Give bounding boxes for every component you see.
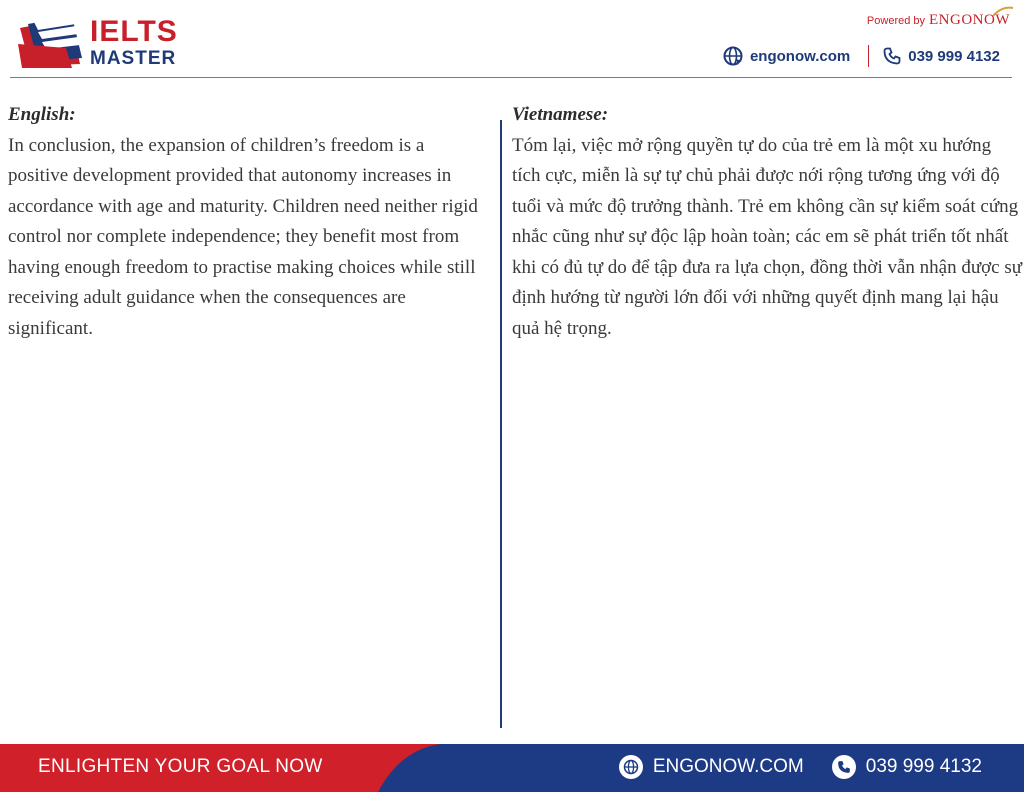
globe-icon (619, 755, 643, 779)
globe-icon (723, 46, 743, 66)
phone-icon (832, 755, 856, 779)
powered-by-engonow (867, 12, 1010, 29)
page-header (0, 0, 1024, 80)
header-phone-link[interactable] (883, 47, 1000, 65)
english-column (8, 100, 488, 344)
english-heading: English: (8, 104, 76, 125)
vietnamese-column (512, 100, 1024, 344)
page-footer (0, 744, 1024, 792)
footer-phone-link[interactable] (832, 755, 982, 779)
logo-ielts-text: IELTS (90, 15, 178, 48)
header-phone-text: 039 999 4132 (908, 47, 1000, 65)
column-divider (500, 120, 502, 728)
header-contact (723, 44, 1000, 68)
header-contact-separator (868, 45, 869, 67)
vietnamese-heading: Vietnamese: (512, 104, 609, 125)
header-website-link[interactable] (723, 46, 850, 66)
vietnamese-paragraph: Tóm lại, việc mở rộng quyền tự do của trẻ em là một xu hướng tích cực, miễn là sự tự chủ phải được nới rộng tương ứng với độ tuổi và mức độ trưởng thành. Trẻ em không cần sự kiểm soát cứng nhắc cũng như sự độc lập hoàn toàn; các em sẽ phát triển tốt nhất khi có đủ tự do để tập đưa ra lựa chọn, đồng thời vẫn nhận được sự định hướng từ người lớn đối với những quyết định mang lại hậu quả hệ trọng. (512, 134, 1023, 339)
logo-master-text: MASTER (90, 48, 177, 69)
footer-tagline: ENLIGHTEN YOUR GOAL NOW (38, 756, 323, 777)
phone-icon (883, 47, 901, 65)
footer-website-link[interactable] (619, 755, 804, 779)
footer-phone-text: 039 999 4132 (865, 756, 982, 777)
swoosh-icon (992, 6, 1014, 18)
footer-website-text: ENGONOW.COM (652, 756, 804, 777)
logo-mark-icon (18, 14, 88, 68)
header-divider (10, 77, 1012, 78)
ielts-master-logo[interactable] (18, 14, 188, 70)
header-website-text: engonow.com (749, 47, 851, 65)
english-paragraph: In conclusion, the expansion of children’s freedom is a positive development provided that autonomy increases in accordance with age and maturity. Children need neither rigid control nor complete independence; they benefit most from having enough freedom to practise making choices while still receiving adult guidance when the consequences are significant. (8, 134, 478, 339)
footer-contact (619, 755, 982, 779)
powered-by-label: Powered by (866, 15, 926, 27)
engonow-brand: ENGONOW (929, 12, 1010, 28)
